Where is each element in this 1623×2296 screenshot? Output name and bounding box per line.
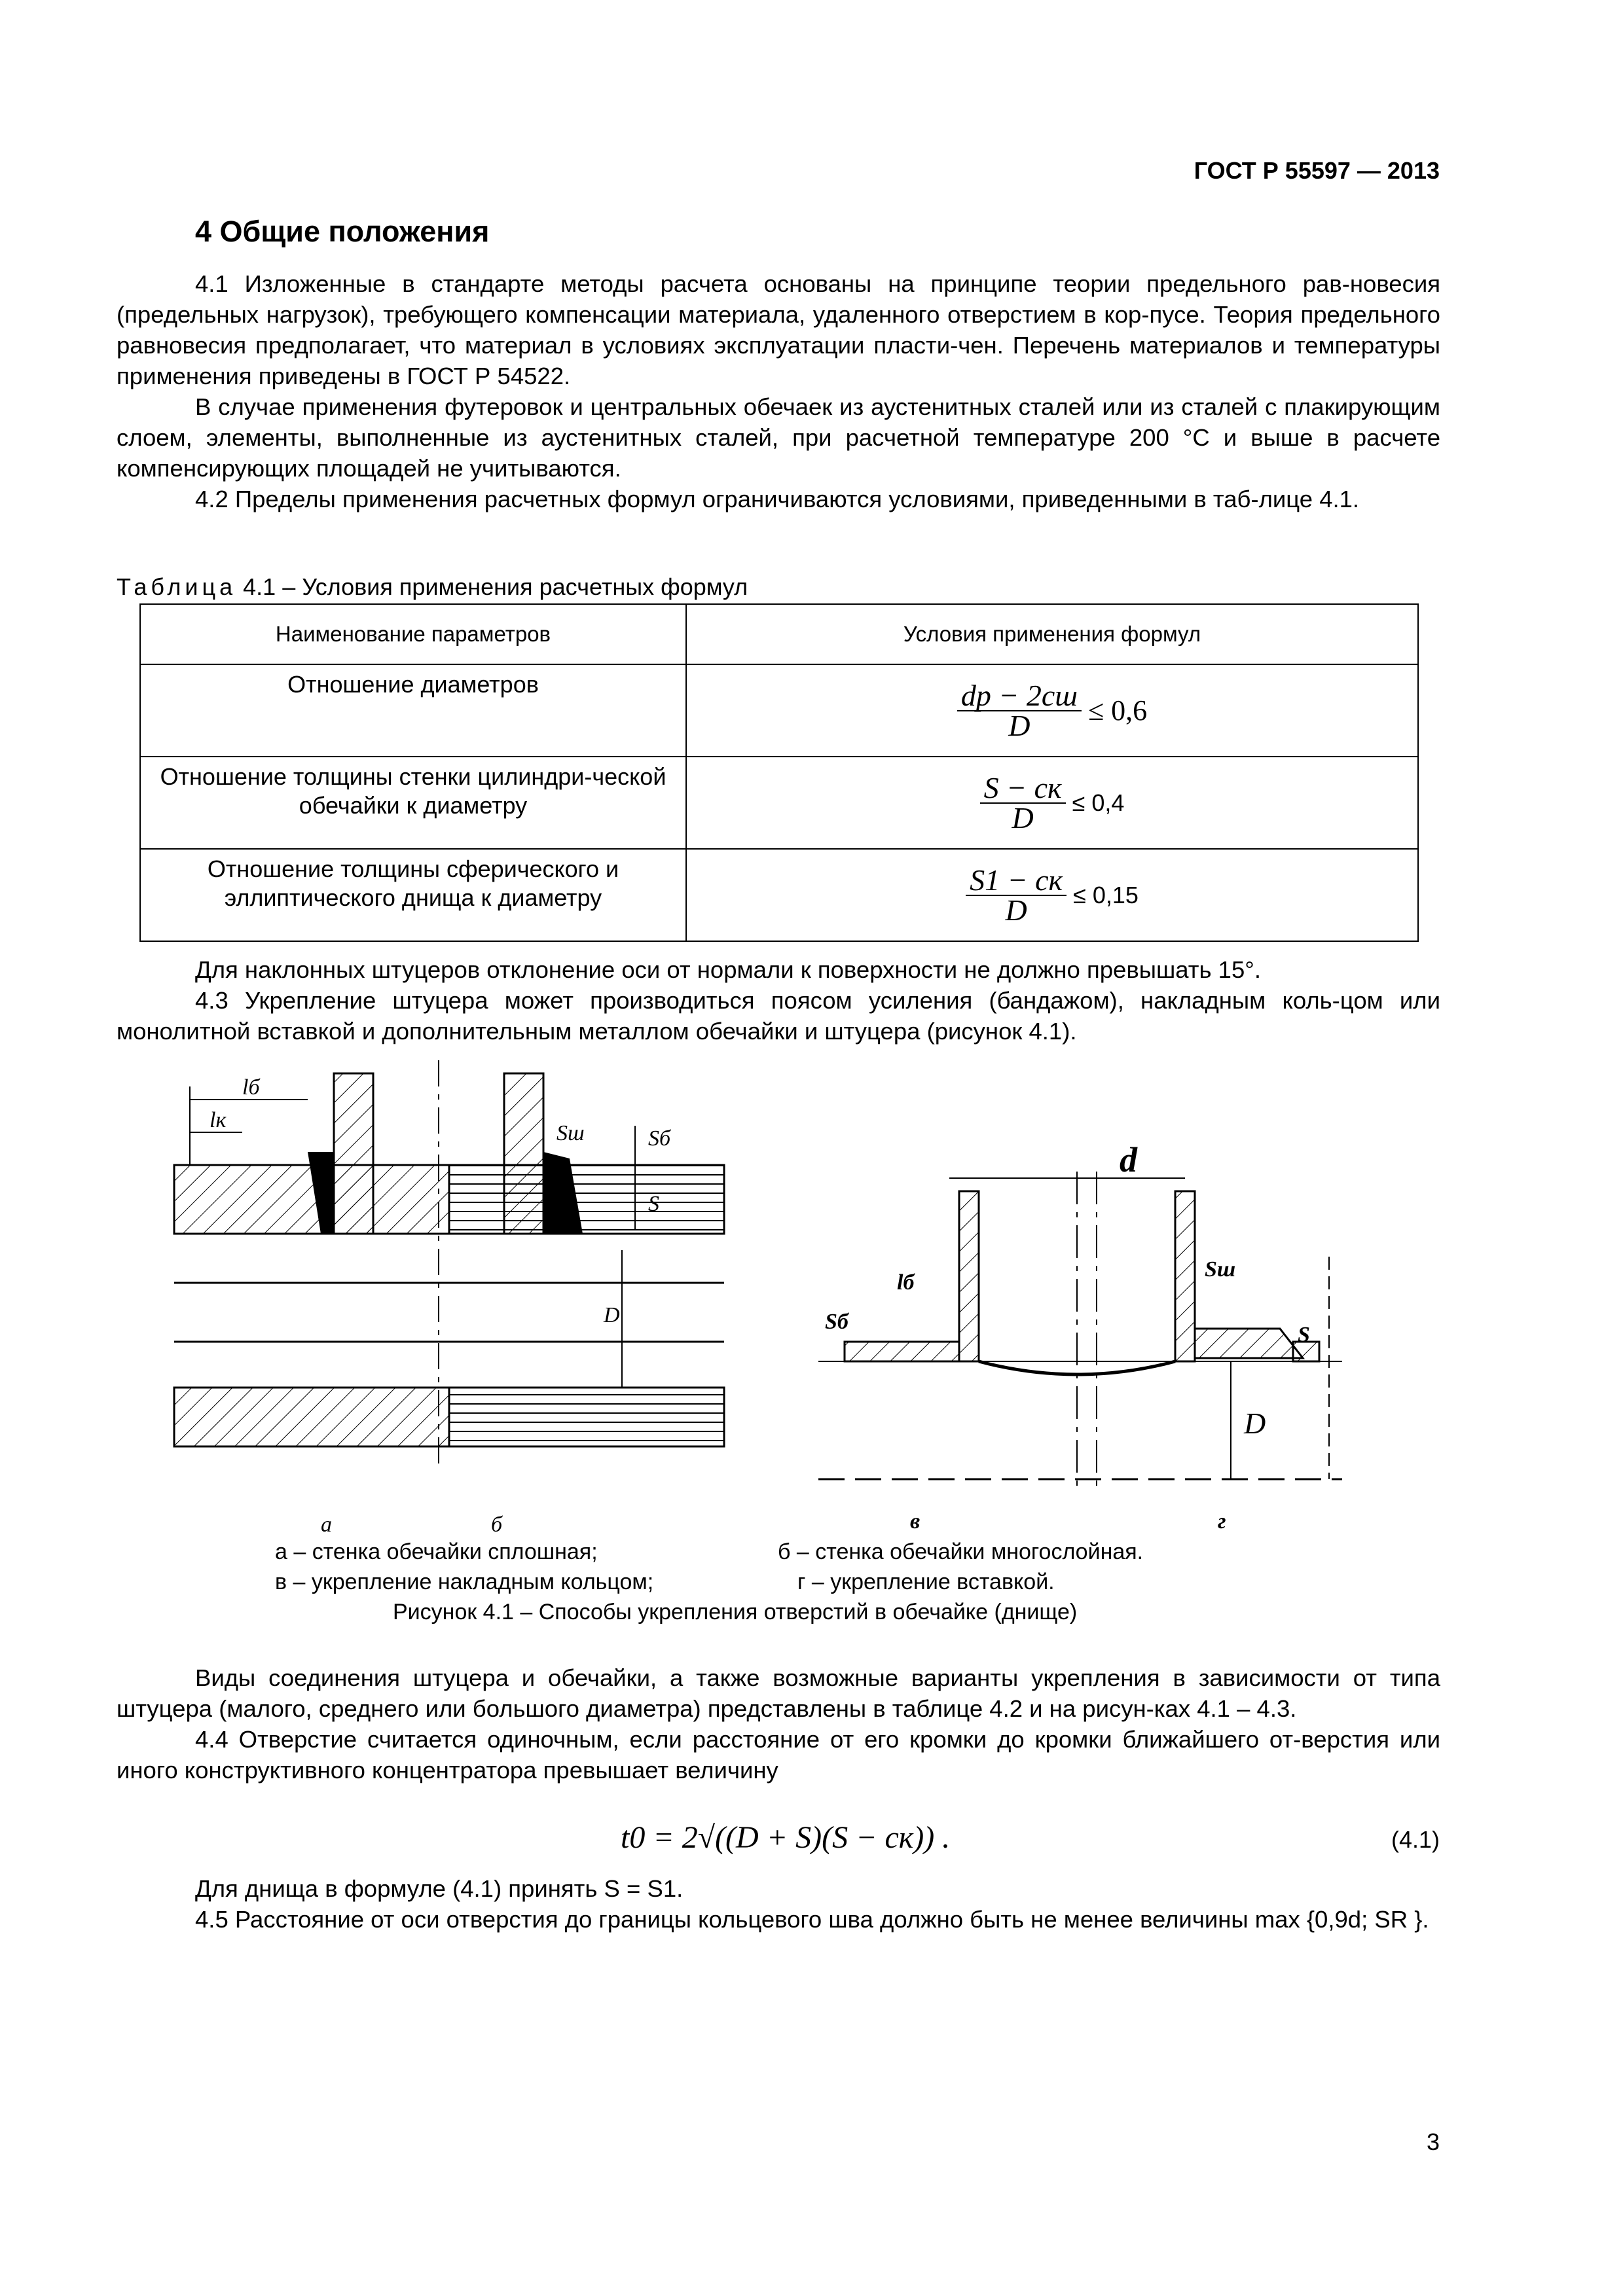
- table-cell: Отношение диаметров: [140, 664, 686, 757]
- table-cell: [686, 849, 1418, 941]
- fraction: [966, 863, 1067, 927]
- paragraph-4-4: [117, 1662, 1440, 1785]
- paragraph-text: 4.1 Изложенные в стандарте методы расчета основаны на принципе теории предельного рав-новесия (предельных нагрузок), требующего компенсации материала, удаленного отверстием в кор-пусе. Теория предельного равновесия предполагает, что материал в условиях эксплуатации пласти-чен. Перечень материалов и температуры применения приведены в ГОСТ Р 54522.: [117, 270, 1440, 389]
- paragraph-text: В случае применения футеровок и центральных обечаек из аустенитных сталей или из сталей с плакирующим слоем, элементы, выполненные из аустенитных сталей, при расчетной температуре 200 °С и выше в расчете компенсирующих площадей не учитываются.: [117, 393, 1440, 482]
- fraction-denominator: D: [1008, 708, 1030, 742]
- legend-a: а – стенка обечайки сплошная;: [275, 1539, 598, 1564]
- table-caption-label: Таблица: [117, 573, 237, 600]
- paragraph-text: 4.4 Отверстие считается одиночным, если расстояние от его кромки до кромки ближайшего от-верстия или иного конструктивного концентратора превышает величину: [117, 1726, 1440, 1784]
- dim-sb-right: Sб: [825, 1310, 848, 1334]
- table-cell: [686, 664, 1418, 757]
- dim-sw: Sш: [556, 1121, 585, 1145]
- dim-lb-right: lб: [897, 1270, 915, 1295]
- figure-label-b: б: [491, 1513, 503, 1537]
- table-header-row: [140, 604, 1418, 664]
- limit: ≤ 0,4: [1072, 789, 1125, 816]
- dim-s: S: [648, 1192, 659, 1216]
- fraction: [980, 770, 1066, 834]
- fraction-numerator: dp − 2cш: [957, 681, 1082, 711]
- table-row: [140, 757, 1418, 849]
- legend-v: в – укрепление накладным кольцом;: [275, 1570, 654, 1594]
- dim-d: d: [1120, 1140, 1137, 1179]
- paragraph-text: Для наклонных штуцеров отклонение оси от нормали к поверхности не должно превышать 15°.: [195, 956, 1261, 983]
- paragraph-4-1: [117, 268, 1440, 514]
- legend-b: б – стенка обечайки многослойная.: [778, 1539, 1144, 1564]
- figure-label-a: а: [321, 1513, 332, 1537]
- figure-4-1: [111, 1060, 1447, 1551]
- section-title: 4 Общие положения: [195, 215, 490, 248]
- paragraph-text: Виды соединения штуцера и обечайки, а также возможные варианты укрепления в зависимости от типа штуцера (малого, среднего или большого диаметра) представлены в таблице 4.2 и на рисун-ках 4.1 – 4.3.: [117, 1664, 1440, 1722]
- fraction-denominator: D: [1012, 800, 1034, 834]
- dim-s-right: S: [1298, 1323, 1310, 1347]
- dim-lk: lк: [210, 1108, 227, 1132]
- figure-caption: Рисунок 4.1 – Способы укрепления отверстий в обечайке (днище): [393, 1600, 1078, 1624]
- figure-label-v: в: [910, 1509, 921, 1534]
- dim-lb: lб: [242, 1075, 260, 1100]
- figure-label-g: г: [1218, 1509, 1226, 1534]
- paragraph-4-5: [117, 1873, 1440, 1935]
- table-header-cell: Наименование параметров: [140, 604, 686, 664]
- formula-number: (4.1): [1391, 1826, 1440, 1853]
- dim-D-right: D: [1244, 1407, 1266, 1440]
- table-cell: [686, 757, 1418, 849]
- paragraph-text: 4.5 Расстояние от оси отверстия до границы кольцевого шва должно быть не менее величины max {0,9d; SR }.: [195, 1906, 1429, 1933]
- page-number: 3: [1426, 2128, 1440, 2155]
- table-row: [140, 664, 1418, 757]
- dim-D-left: D: [604, 1303, 620, 1327]
- paragraph-text: 4.3 Укрепление штуцера может производиться поясом усиления (бандажом), накладным коль-цом или монолитной вставкой и дополнительным металлом обечайки и штуцера (рисунок 4.1).: [117, 987, 1440, 1045]
- document-id: ГОСТ Р 55597 — 2013: [1194, 157, 1440, 184]
- table-cell: Отношение толщины стенки цилиндри-ческой обечайки к диаметру: [140, 757, 686, 849]
- table-row: [140, 849, 1418, 941]
- dim-sb: Sб: [648, 1126, 671, 1151]
- limit: ≤ 0,15: [1073, 881, 1139, 908]
- figure-right-drawing: [818, 1172, 1342, 1492]
- fraction-denominator: D: [1005, 893, 1027, 927]
- table-header-cell: Условия применения формул: [686, 604, 1418, 664]
- paragraph-text: 4.2 Пределы применения расчетных формул ограничиваются условиями, приведенными в таб-лице 4.1.: [195, 486, 1360, 512]
- figure-left-drawing: [174, 1060, 724, 1466]
- fraction-numerator: S − cк: [980, 774, 1066, 804]
- fraction-numerator: S1 − cк: [966, 866, 1067, 896]
- legend-g: г – укрепление вставкой.: [797, 1570, 1055, 1594]
- table-cell: Отношение толщины сферического и эллиптического днища к диаметру: [140, 849, 686, 941]
- dim-sw-right: Sш: [1205, 1257, 1236, 1282]
- fraction: [957, 678, 1082, 742]
- conditions-table: [139, 603, 1419, 942]
- table-caption: [117, 573, 748, 601]
- paragraph-text: Для днища в формуле (4.1) принять S = S1.: [195, 1875, 684, 1902]
- paragraph-4-3: [117, 954, 1440, 1047]
- limit: ≤ 0,6: [1088, 694, 1148, 726]
- table-caption-title: 4.1 – Условия применения расчетных формул: [236, 573, 748, 600]
- formula-4-1: t0 = 2√((D + S)(S − cк)) .: [621, 1820, 951, 1855]
